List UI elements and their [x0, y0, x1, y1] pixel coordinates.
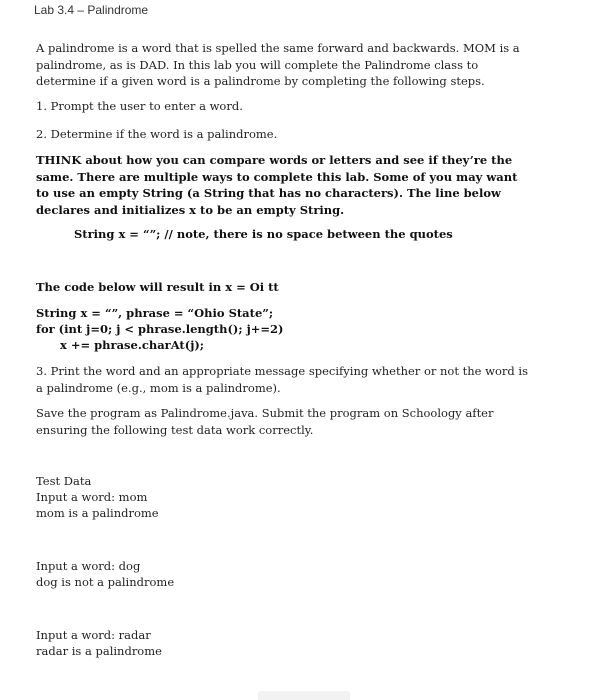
step-3: 3. Print the word and an appropriate message specifying whether or not the word is a palindrome (e.g., mom is a palindrome).	[36, 364, 528, 395]
test-data-label: Test Data	[36, 474, 92, 488]
think-paragraph: THINK about how you can compare words or letters and see if they’re the same. There are multiple ways to complete this lab. Some of you may want to use an empty String (a String that has no characters). The line below declares and initializes x to be an empty String.	[36, 153, 518, 217]
page-edge-mark	[258, 691, 350, 700]
test-output: radar is a palindrome	[36, 644, 162, 658]
intro-paragraph: A palindrome is a word that is spelled the same forward and backwards. MOM is a palindrome, as is DAD. In this lab you will complete the Palindrome class to determine if a given word is a palindrome by completing the following steps.	[36, 41, 520, 88]
test-output: dog is not a palindrome	[36, 575, 175, 589]
test-input: Input a word: dog	[36, 559, 141, 573]
empty-string-code: String x = “”; // note, there is no space between the quotes	[74, 227, 453, 241]
code-line: for (int j=0; j < phrase.length(); j+=2)	[36, 322, 284, 336]
step-2: 2. Determine if the word is a palindrome.	[36, 127, 278, 141]
step-1: 1. Prompt the user to enter a word.	[36, 99, 243, 113]
test-input: Input a word: radar	[36, 628, 151, 642]
code-intro: The code below will result in x = Oi tt	[36, 280, 279, 294]
code-line: x += phrase.charAt(j);	[60, 338, 205, 352]
save-instructions: Save the program as Palindrome.java. Submit the program on Schoology after ensuring the following test data work correctly.	[36, 406, 494, 437]
page-title: Lab 3.4 – Palindrome	[34, 3, 149, 17]
test-output: mom is a palindrome	[36, 506, 159, 520]
code-line: String x = “”, phrase = “Ohio State”;	[36, 306, 274, 320]
test-input: Input a word: mom	[36, 490, 148, 504]
